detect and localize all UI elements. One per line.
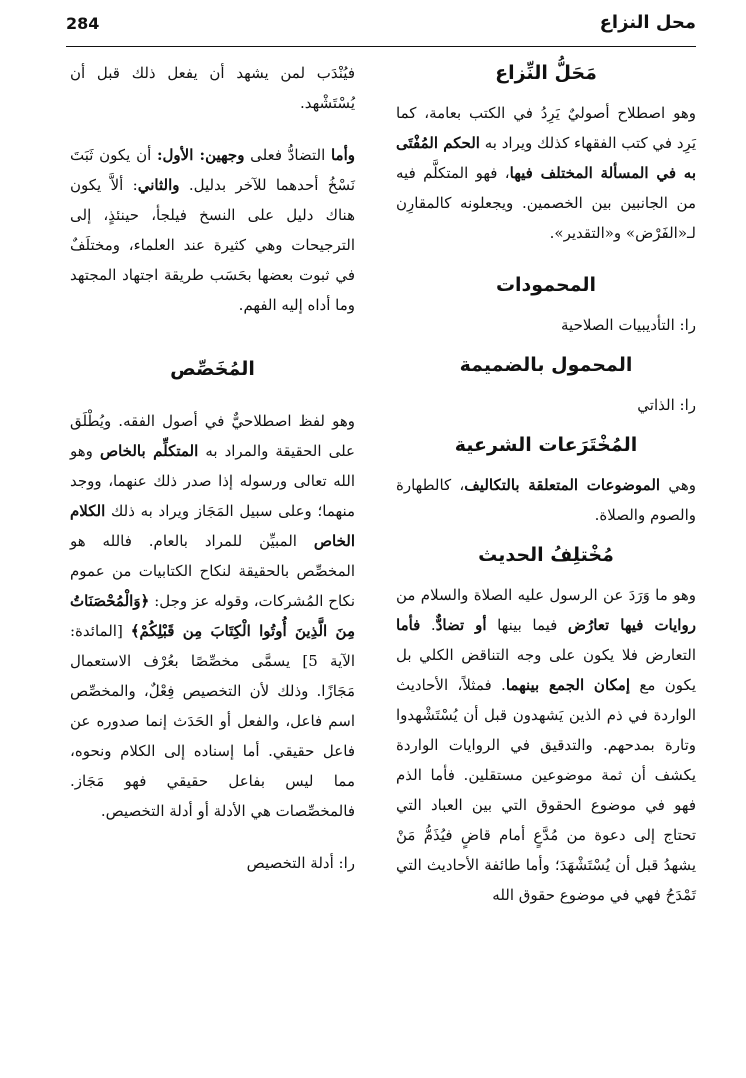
paragraph-tadad: وأما التضادُّ فعلى وجهين: الأول: أن يكون ثَبَتَ نَسْخُ أحدهما للآخر بدليل. والثاني: ألاَّ يكون هناك دليل على النسخ فيلجأ، حينئذٍ، إلى الترجيحات وهي كثيرة عند العلماء، ومختلَفٌ في ثبوت بعضها بحَسَب طريقة اجتهاد المجتهد وما أداه إليه الفهم. bbox=[70, 146, 356, 314]
entry-body-mukhtaraat: وهي الموضوعات المتعلقة بالتكاليف، كالطهارة والصوم والصلاة. bbox=[396, 476, 696, 524]
cross-reference: را: أدلة التخصيص bbox=[246, 854, 355, 872]
entry-title-mahmul: المحمول بالضميمة bbox=[459, 354, 633, 376]
entry-title-mahal-al-nizaa: مَحَلُّ النِّزاع bbox=[495, 62, 597, 84]
continued-paragraph: فيُنْدَب لمن يشهد أن يفعل ذلك قبل أن يُسْتَشْهد. bbox=[70, 64, 355, 112]
running-title: محل النزاع bbox=[599, 12, 696, 33]
entry-title-mukhtaraat: المُخْتَرَعات الشرعية bbox=[454, 434, 638, 456]
entry-body-mukhassis: وهو لفظ اصطلاحيٌّ في أصول الفقه. ويُطْلَق على الحقيقة والمراد به المتكلِّم بالخاص وهو الله تعالى ورسوله إذا صدر ذلك عنهما، ووجد منهما؛ وعلى سبيل المَجَاز ويراد به ذلك الكلام الخاص المبيِّن للمراد بالعام. فالله هو المخصِّص بالحقيقة لنكاح الكتابيات من عموم نكاح المُشركات، وقوله عز وجل: ﴿وَالْمُحْصَنَاتُ مِنَ الَّذِينَ أُوتُوا الْكِتَابَ مِن قَبْلِكُمْ﴾ [المائدة: الآية 5] يسمَّى مخصِّصًا بعُرْف الاستعمال مَجَازًا. وذلك لأن التخصيص فِعْلٌ، والمخصِّص اسم فاعل، والفعل أو الحَدَث إنما صدوره عن فاعل حقيقي. أما إسناده إلى الكلام ونحوه، مما ليس بفاعل حقيقي فهو مَجَاز. فالمخصِّصات هي الأدلة أو أدلة التخصيص. bbox=[70, 412, 355, 820]
quran-verse: ﴿وَالْمُحْصَنَاتُ مِنَ الَّذِينَ أُوتُوا الْكِتَابَ مِن قَبْلِكُمْ﴾ bbox=[70, 592, 355, 640]
entry-title-mahmudat: المحمودات bbox=[495, 274, 597, 296]
entry-title-mukhtalif-al-hadith: مُخْتلِفُ الحديث bbox=[478, 544, 614, 566]
page-number: 284 bbox=[66, 14, 100, 33]
entry-body-mahal-al-nizaa: وهو اصطلاح أصوليٌ يَرِدُ في الكتب بعامة، كما يَرِد في كتب الفقهاء كذلك ويراد به الحكم المُفْتَى به في المسألة المختلف فيها، فهو المتكلَّم فيه من الجانبين بين الخصمين. ويجعلونه كالمقارِن لـ«الفَرْض» و«التقدير». bbox=[396, 104, 697, 242]
cross-reference: را: الذاتي bbox=[637, 396, 696, 414]
page-header bbox=[66, 10, 696, 47]
cross-reference: را: التأديبيات الصلاحية bbox=[561, 316, 696, 334]
entry-title-mukhassis: المُخَصِّص bbox=[170, 358, 255, 380]
entry-body-mukhtalif-al-hadith: وهو ما وَرَدَ عن الرسول عليه الصلاة والسلام من روايات فيها تعارُض فيما بينها أو تضادٌّ. فأما التعارض فلا يكون على وجه التناقض الكلي بل يكون مع إمكان الجمع بينهما. فمثلاً، الأحاديث الواردة في ذم الذين يَشهدون قبل أن يُسْتَشْهدوا وتارة بمدحهم. والتدقيق في الروايات الواردة يكشف أن ثمة موضوعين مستقلين. فأما الذم فهو في موضوع الحقوق التي بين العباد التي تحتاج إلى دعوة من مُدَّعٍ أمام قاضٍ فيُذَمُّ مَنْ يشهدُ قبل أن يُسْتَشْهَدَ؛ وأما طائفة الأحاديث التي تَمْدَحُ فهي في موضوع حقوق الله bbox=[396, 586, 696, 904]
left-column bbox=[70, 58, 355, 878]
right-column bbox=[396, 58, 696, 910]
